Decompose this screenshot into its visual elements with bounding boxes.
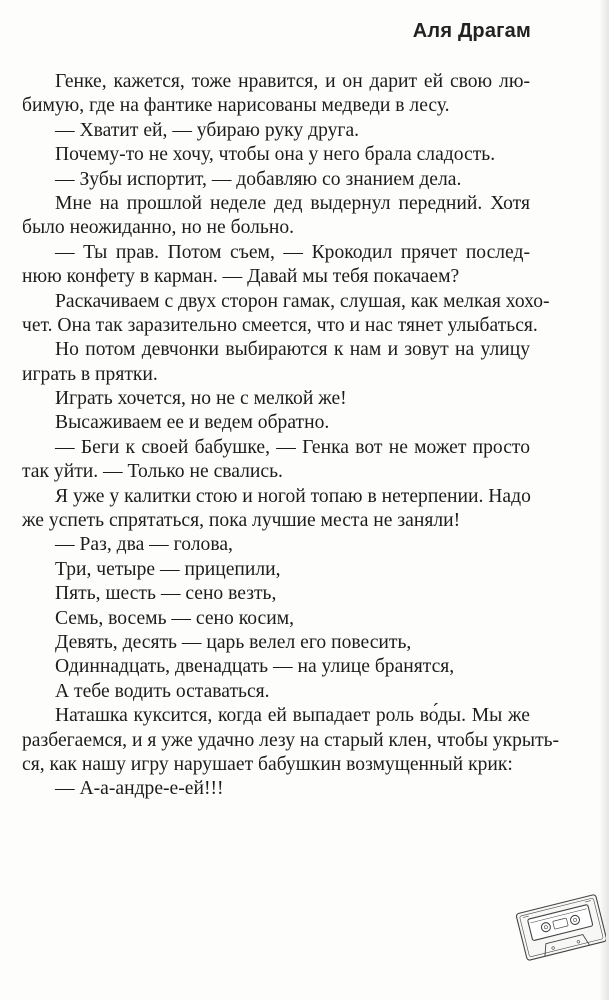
text-line: Раскачиваем с двух сторон гамак, слушая, как мелкая хохо- (55, 290, 550, 312)
text-line: бимую, где на фантике нарисованы медведи в лесу. (22, 95, 450, 117)
text-line: Мне на прошлой неделе дед выдернул передний. Хотя (55, 192, 530, 214)
text-line: нюю конфету в карман. — Давай мы тебя покачаем? (22, 266, 460, 288)
text-line: разбегаемся, и я уже удачно лезу на старый клен, чтобы укрыть- (22, 729, 560, 751)
text-line: — Ты прав. Потом съем, — Крокодил прячет послед- (55, 241, 530, 263)
text-line: играть в прятки. (22, 363, 158, 385)
text-line: ся, как нашу игру нарушает бабушкин возмущенный крик: (22, 753, 513, 775)
text-line: было неожиданно, но не больно. (22, 217, 295, 239)
text-line: так уйти. — Только не свались. (22, 461, 283, 483)
text-line: — Хватит ей, — убираю руку друга. (55, 119, 360, 141)
text-line: — А-а-андре-е-ей!!! (55, 778, 224, 800)
text-line: Я уже у калитки стою и ногой топаю в нетерпении. Надо (55, 485, 531, 507)
verse-line: Три, четыре — прицепили, (55, 558, 281, 580)
text-line: же успеть спрятаться, пока лучшие места не заняли! (22, 510, 461, 532)
text-line: — Зубы испортит, — добавляю со знанием дела. (55, 168, 462, 190)
text-line: Почему-то не хочу, чтобы она у него брала сладость. (55, 144, 496, 166)
verse-line: Семь, восемь — сено косим, (55, 607, 294, 629)
body-text (22, 70, 560, 802)
text-line: Высаживаем ее и ведем обратно. (55, 412, 330, 434)
page-edge-shadow (599, 0, 609, 1000)
verse-line: Одиннадцать, двенадцать — на улице бранятся, (55, 656, 455, 678)
text-line: Но потом девчонки выбираются к нам и зовут на улицу (55, 339, 530, 361)
verse-line: Пять, шесть — сено везть, (55, 583, 277, 605)
verse-line: — Раз, два — голова, (55, 534, 233, 556)
verse-line: А тебе водить оставаться. (55, 680, 270, 702)
text-line: Генке, кажется, тоже нравится, и он дарит ей свою лю- (55, 71, 530, 92)
cassette-tape-icon (512, 890, 606, 962)
verse-line: Девять, десять — царь велел его повесить, (55, 631, 412, 653)
running-header-author: Аля Драгам (412, 20, 531, 42)
text-line: чет. Она так заразительно смеется, что и нас тянет улыбаться. (22, 314, 538, 336)
text-line: Наташка куксится, когда ей выпадает роль во́ды. Мы же (55, 705, 530, 727)
text-line: Играть хочется, но не с мелкой же! (55, 388, 347, 410)
text-line: — Беги к своей бабушке, — Генка вот не может просто (55, 436, 530, 458)
